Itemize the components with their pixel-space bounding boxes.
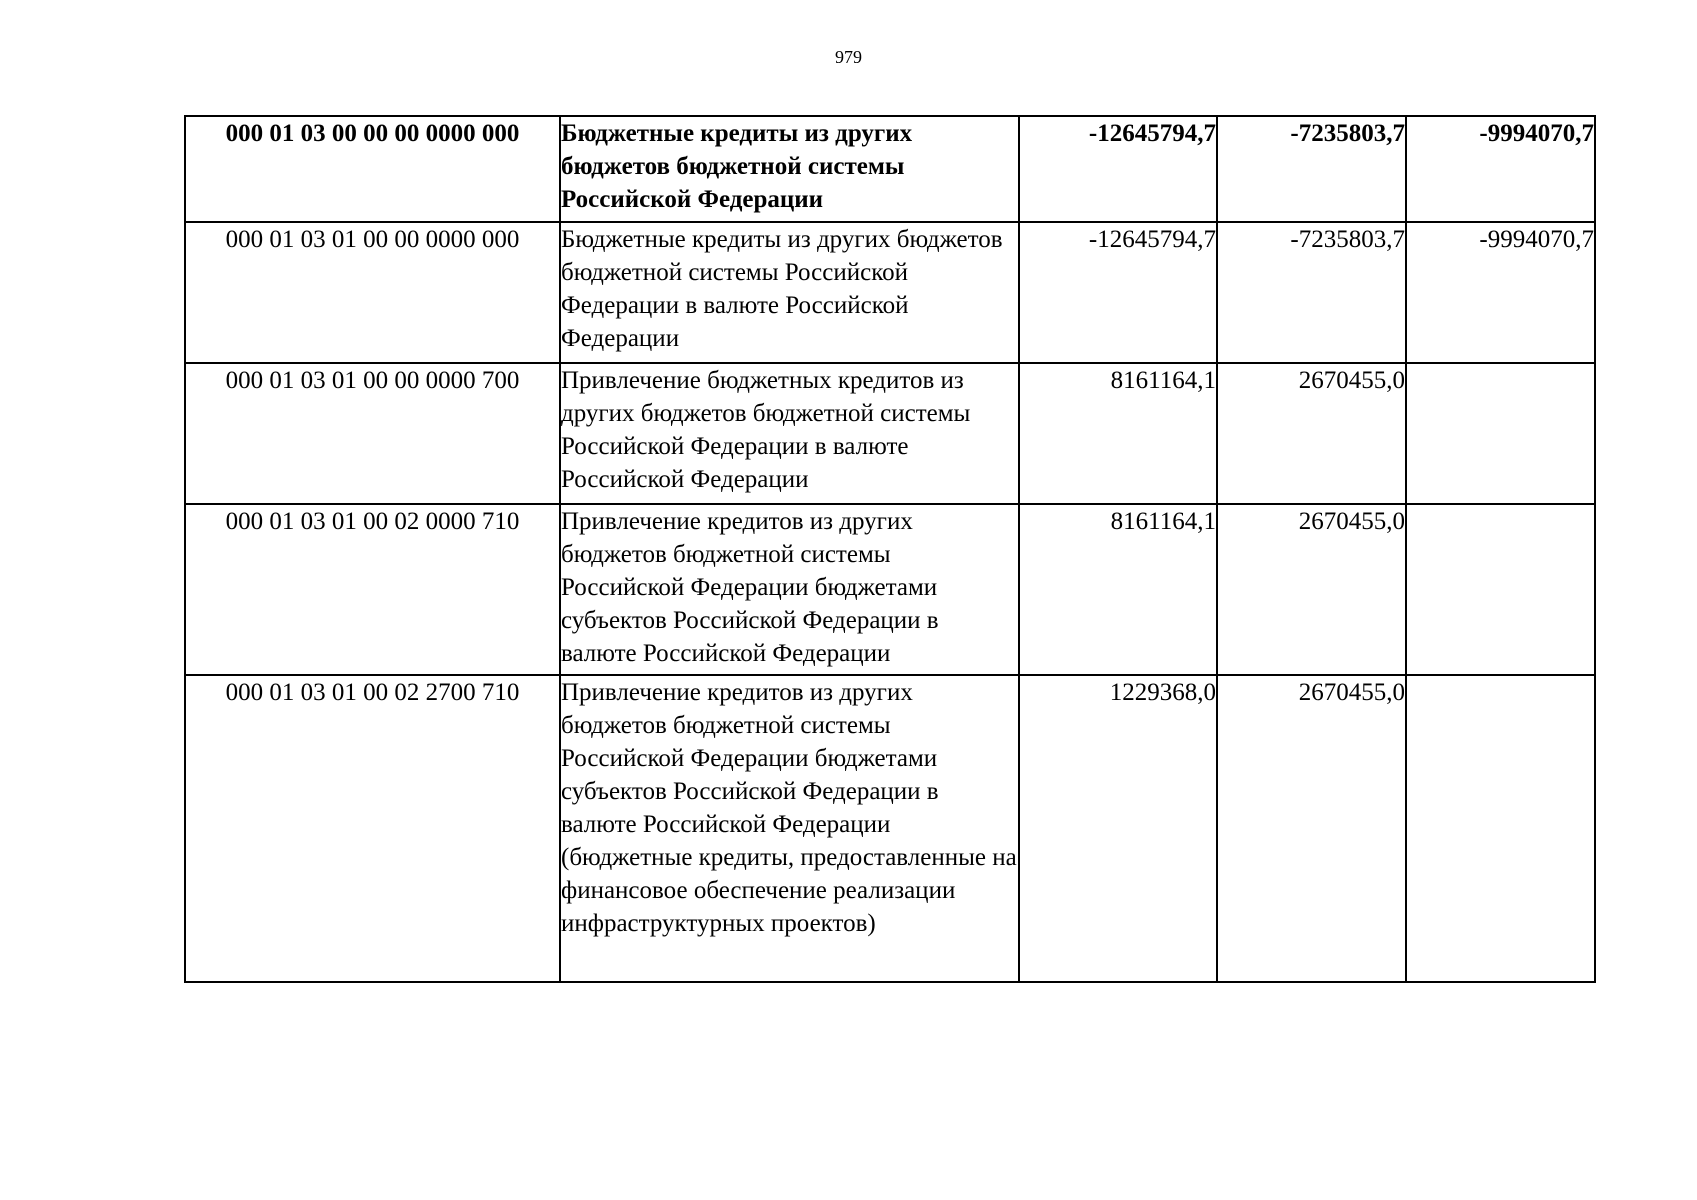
row-value-3 (1406, 504, 1595, 675)
row-name: Привлечение бюджетных кредитов из других бюджетов бюджетной системы Российской Федерации в валюте Российской Федерации (560, 363, 1019, 504)
row-value-2: 2670455,0 (1217, 504, 1406, 675)
row-value-1: -12645794,7 (1019, 222, 1217, 363)
row-name: Бюджетные кредиты из других бюджетов бюджетной системы Российской Федерации в валюте Российской Федерации (560, 222, 1019, 363)
row-value-1: -12645794,7 (1019, 116, 1217, 222)
page-number: 979 (835, 47, 862, 67)
table-row (185, 222, 1595, 363)
row-code: 000 01 03 01 00 00 0000 000 (185, 222, 560, 363)
row-code: 000 01 03 00 00 00 0000 000 (185, 116, 560, 222)
row-name: Привлечение кредитов из других бюджетов бюджетной системы Российской Федерации бюджетами субъектов Российской Федерации в валюте Российской Федерации (560, 504, 1019, 675)
row-value-2: 2670455,0 (1217, 675, 1406, 982)
row-name: Бюджетные кредиты из других бюджетов бюджетной системы Российской Федерации (560, 116, 1019, 222)
row-name: Привлечение кредитов из других бюджетов бюджетной системы Российской Федерации бюджетами субъектов Российской Федерации в валюте Российской Федерации (бюджетные кредиты, предоставленные на финансовое обеспечение реализации инфраструктурных проектов) (560, 675, 1019, 982)
row-value-3 (1406, 675, 1595, 982)
row-value-1: 1229368,0 (1019, 675, 1217, 982)
table-row (185, 504, 1595, 675)
row-value-2: 2670455,0 (1217, 363, 1406, 504)
row-value-3 (1406, 363, 1595, 504)
row-code: 000 01 03 01 00 00 0000 700 (185, 363, 560, 504)
row-value-1: 8161164,1 (1019, 363, 1217, 504)
row-value-3: -9994070,7 (1406, 222, 1595, 363)
row-code: 000 01 03 01 00 02 2700 710 (185, 675, 560, 982)
table-row (185, 675, 1595, 982)
budget-sources-table (184, 115, 1596, 983)
row-code: 000 01 03 01 00 02 0000 710 (185, 504, 560, 675)
row-value-2: -7235803,7 (1217, 222, 1406, 363)
row-value-2: -7235803,7 (1217, 116, 1406, 222)
table-row (185, 116, 1595, 222)
row-value-3: -9994070,7 (1406, 116, 1595, 222)
row-value-1: 8161164,1 (1019, 504, 1217, 675)
table-row (185, 363, 1595, 504)
